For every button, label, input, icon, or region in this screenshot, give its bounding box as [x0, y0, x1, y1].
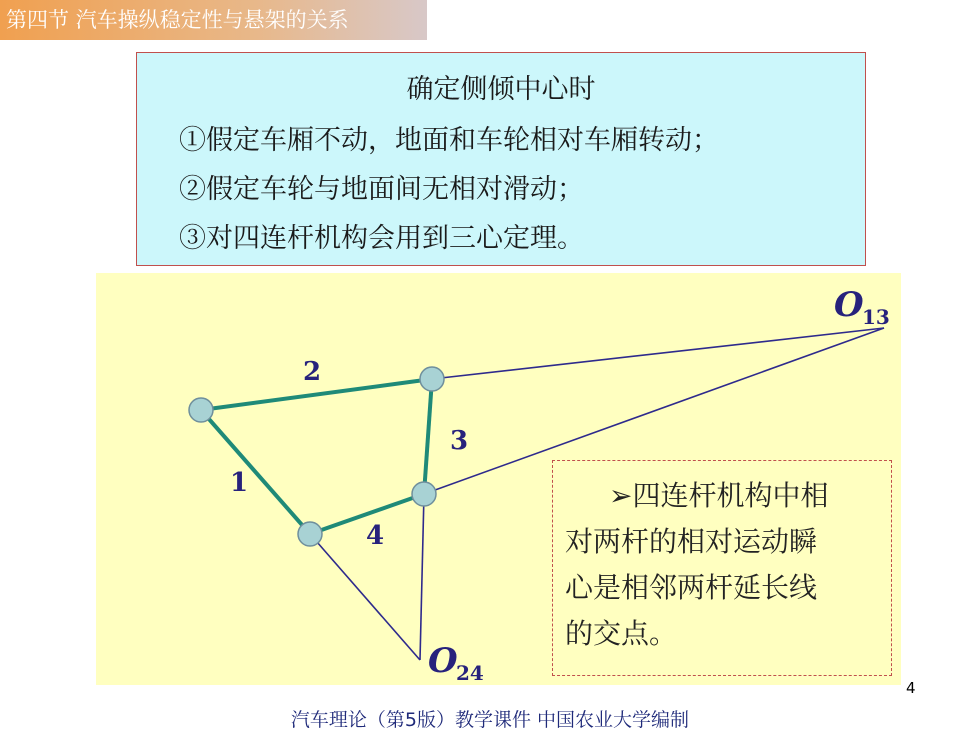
- footer-text: 汽车理论（第5版）教学课件 中国农业大学编制: [290, 709, 690, 731]
- assumption-line-1: ①假定车厢不动，地面和车轮相对车厢转动；: [179, 125, 719, 156]
- link-label-2: 2: [303, 357, 322, 387]
- note-line-4: 的交点。: [565, 617, 678, 650]
- link-1: [201, 410, 310, 534]
- theorem-note-box: [552, 460, 892, 676]
- link-label-1: 1: [230, 468, 249, 498]
- point-o24-label: O: [428, 641, 458, 681]
- joint-1-2: [189, 398, 213, 422]
- extension-line-3-to-o24: [420, 494, 424, 660]
- link-label-3: 3: [450, 426, 469, 456]
- joint-1-4: [298, 522, 322, 546]
- note-line-1: [565, 473, 881, 519]
- point-o13-label: O: [834, 285, 864, 325]
- section-number: 第四节: [6, 8, 69, 32]
- extension-line-2-to-o13: [432, 328, 884, 379]
- assumption-line-2: ②假定车轮与地面间无相对滑动；: [179, 174, 584, 205]
- note-line-2: 对两杆的相对运动瞬: [565, 525, 818, 558]
- point-o24-subscript: 24: [456, 661, 484, 685]
- joint-3-4: [412, 482, 436, 506]
- assumption-title: 确定侧倾中心时: [406, 74, 596, 105]
- arrow-bullet-icon: ➢: [609, 479, 633, 512]
- page-number: 4: [906, 679, 916, 697]
- point-o13-subscript: 13: [862, 305, 890, 329]
- note-text-first: 四连杆机构中相: [632, 479, 829, 512]
- extension-line-1-to-o24: [310, 534, 420, 660]
- joint-2-3: [420, 367, 444, 391]
- link-label-4: 4: [366, 521, 385, 551]
- assumption-line-3: ③对四连杆机构会用到三心定理。: [179, 223, 584, 254]
- link-3: [424, 379, 432, 494]
- note-line-3: 心是相邻两杆延长线: [565, 571, 818, 604]
- section-title: 汽车操纵稳定性与悬架的关系: [75, 8, 349, 32]
